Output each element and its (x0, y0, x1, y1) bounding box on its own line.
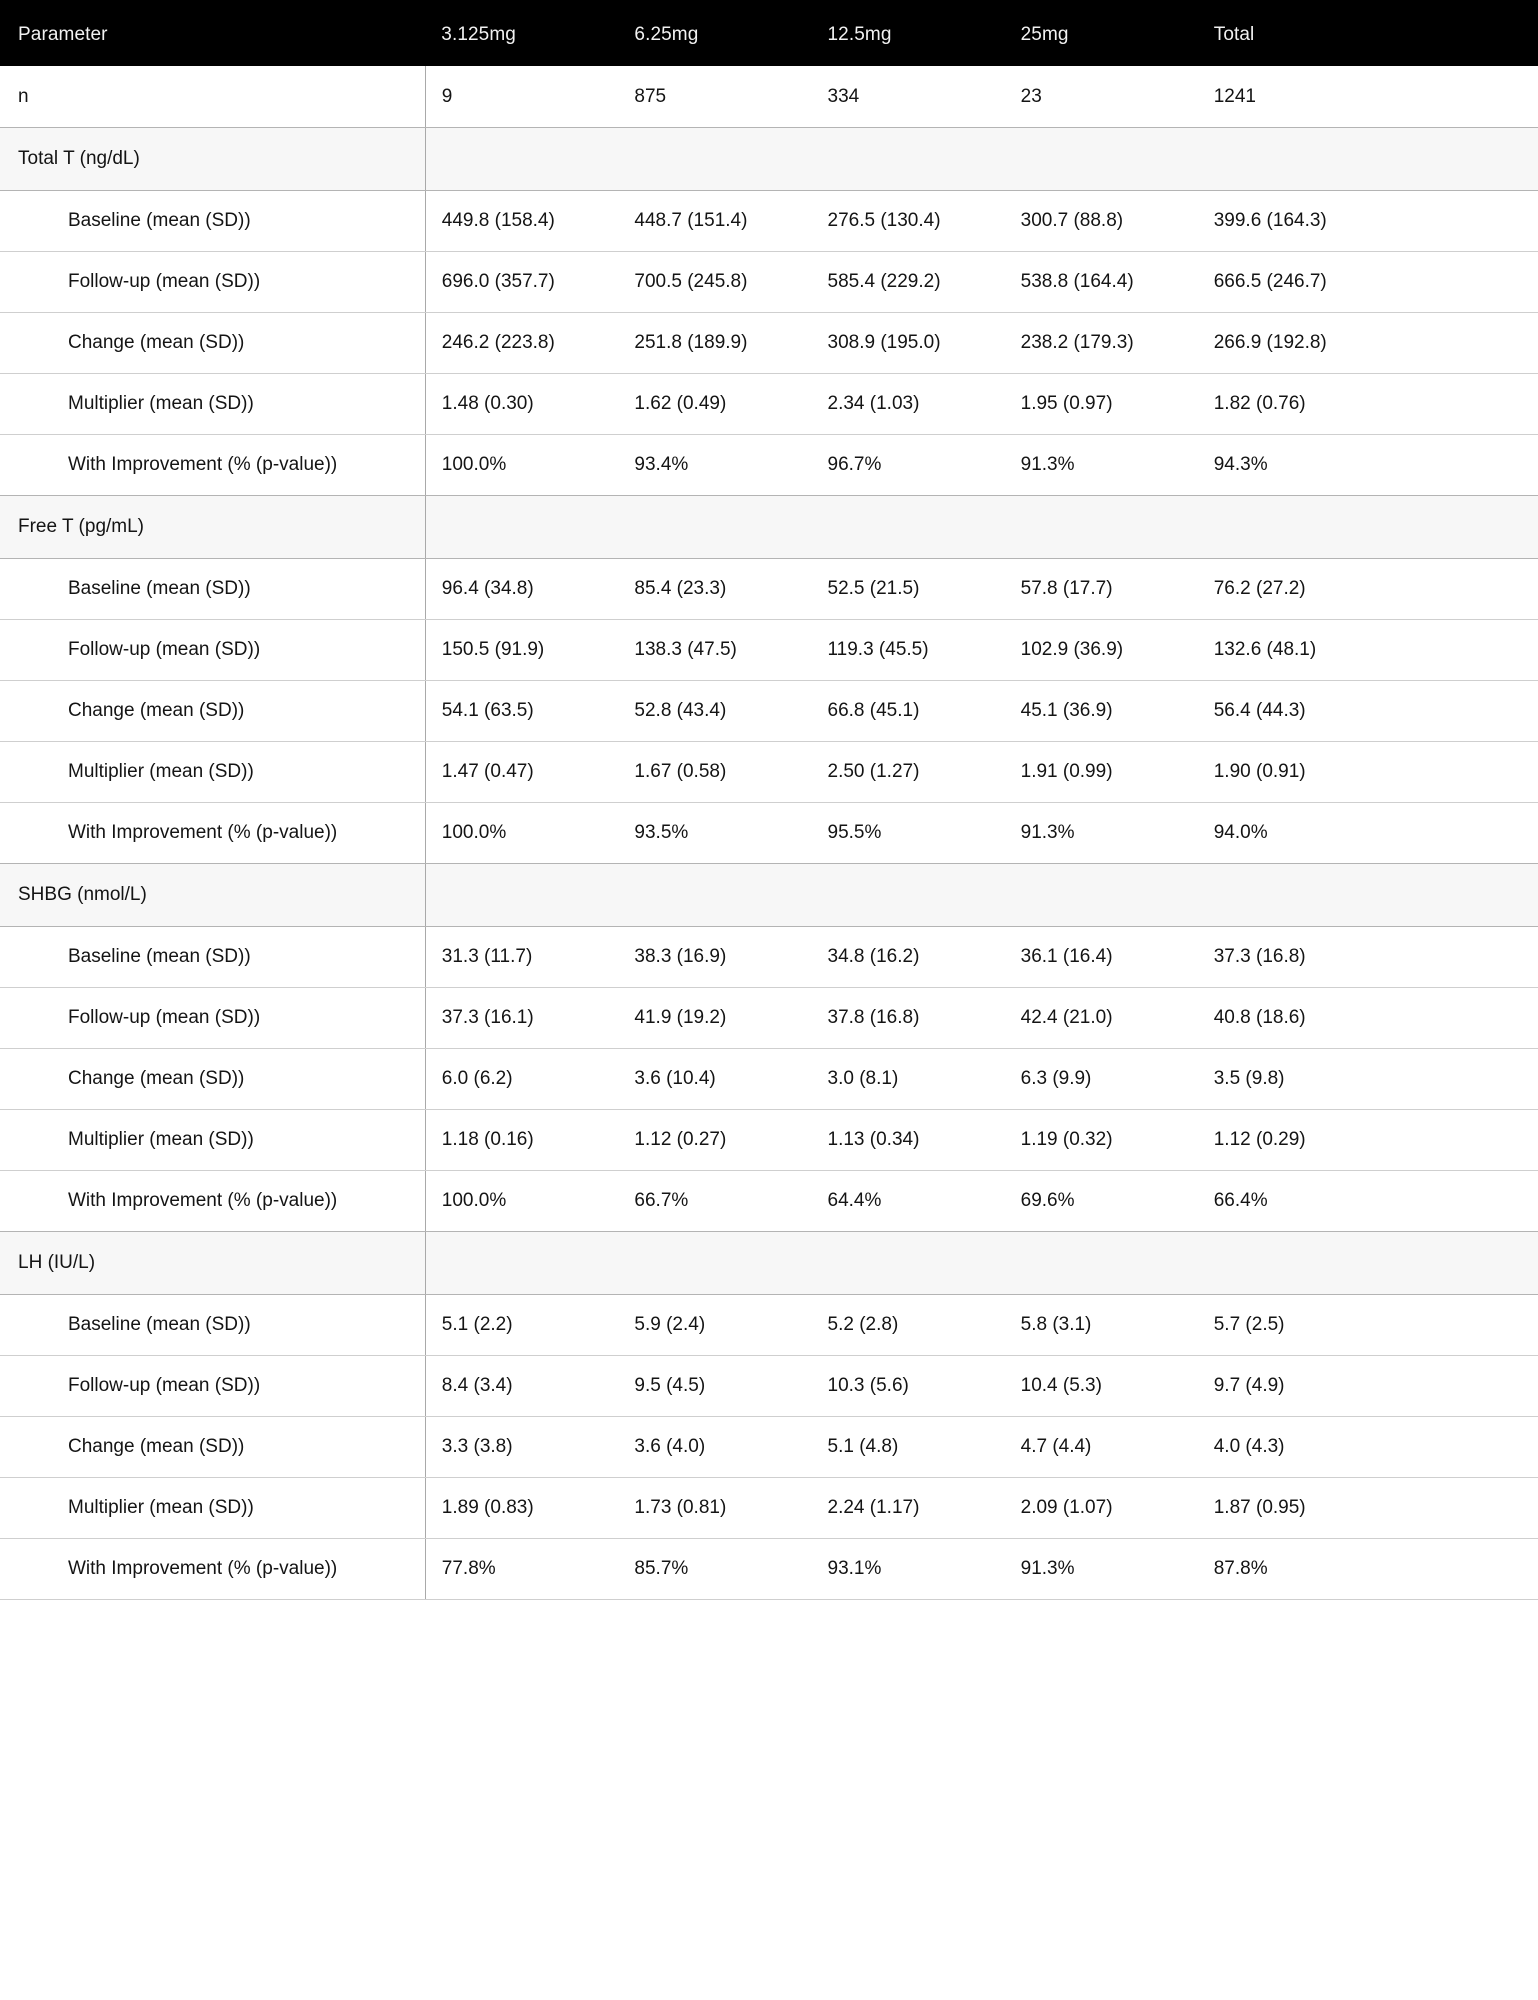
table-row (0, 1295, 1538, 1356)
cell-value: 4.7 (4.4) (1005, 1417, 1198, 1478)
row-label: Multiplier (mean (SD)) (0, 742, 425, 803)
cell-value: 2.09 (1.07) (1005, 1478, 1198, 1539)
cell-value: 38.3 (16.9) (618, 927, 811, 988)
cell-value: 10.3 (5.6) (812, 1356, 1005, 1417)
cell-value: 87.8% (1198, 1539, 1538, 1600)
cell-value: 399.6 (164.3) (1198, 191, 1538, 252)
table-row (0, 1478, 1538, 1539)
cell-value: 36.1 (16.4) (1005, 927, 1198, 988)
row-label: Follow-up (mean (SD)) (0, 1356, 425, 1417)
cell-value: 100.0% (425, 803, 618, 864)
table-header (0, 4, 1538, 66)
cell-value: 3.5 (9.8) (1198, 1049, 1538, 1110)
section-blank-1-0 (425, 496, 618, 559)
cell-value: 1.12 (0.29) (1198, 1110, 1538, 1171)
table-row (0, 1539, 1538, 1600)
table-row (0, 927, 1538, 988)
cell-value: 94.3% (1198, 435, 1538, 496)
results-table (0, 4, 1538, 1600)
table-row (0, 191, 1538, 252)
cell-value: 5.7 (2.5) (1198, 1295, 1538, 1356)
cell-value: 42.4 (21.0) (1005, 988, 1198, 1049)
row-label: Multiplier (mean (SD)) (0, 1478, 425, 1539)
row-label-n: n (0, 66, 425, 128)
section-header-row (0, 496, 1538, 559)
section-title-0: Total T (ng/dL) (0, 128, 425, 191)
table-row (0, 1417, 1538, 1478)
cell-value: 246.2 (223.8) (425, 313, 618, 374)
cell-value: 41.9 (19.2) (618, 988, 811, 1049)
cell-value: 6.3 (9.9) (1005, 1049, 1198, 1110)
cell-value: 66.8 (45.1) (812, 681, 1005, 742)
cell-value: 9.7 (4.9) (1198, 1356, 1538, 1417)
cell-value: 276.5 (130.4) (812, 191, 1005, 252)
section-title-2: SHBG (nmol/L) (0, 864, 425, 927)
cell-value: 6.0 (6.2) (425, 1049, 618, 1110)
cell-value: 150.5 (91.9) (425, 620, 618, 681)
cell-value: 308.9 (195.0) (812, 313, 1005, 374)
row-label: Change (mean (SD)) (0, 313, 425, 374)
cell-value: 10.4 (5.3) (1005, 1356, 1198, 1417)
section-blank-3-3 (1005, 1232, 1198, 1295)
cell-value: 1.89 (0.83) (425, 1478, 618, 1539)
cell-value: 5.1 (4.8) (812, 1417, 1005, 1478)
section-blank-1-3 (1005, 496, 1198, 559)
cell-n-2: 334 (812, 66, 1005, 128)
section-blank-0-4 (1198, 128, 1538, 191)
section-blank-2-4 (1198, 864, 1538, 927)
cell-value: 37.8 (16.8) (812, 988, 1005, 1049)
table-row (0, 1110, 1538, 1171)
cell-value: 5.1 (2.2) (425, 1295, 618, 1356)
row-label: Baseline (mean (SD)) (0, 1295, 425, 1356)
cell-value: 5.8 (3.1) (1005, 1295, 1198, 1356)
cell-value: 95.5% (812, 803, 1005, 864)
section-title-3: LH (IU/L) (0, 1232, 425, 1295)
section-blank-3-1 (618, 1232, 811, 1295)
table-row (0, 559, 1538, 620)
row-label: With Improvement (% (p-value)) (0, 1171, 425, 1232)
cell-value: 1.87 (0.95) (1198, 1478, 1538, 1539)
cell-value: 1.91 (0.99) (1005, 742, 1198, 803)
column-header-dose-125: 12.5mg (812, 4, 1005, 66)
section-blank-3-2 (812, 1232, 1005, 1295)
cell-value: 3.3 (3.8) (425, 1417, 618, 1478)
section-header-row (0, 128, 1538, 191)
cell-value: 1.48 (0.30) (425, 374, 618, 435)
section-blank-0-0 (425, 128, 618, 191)
section-blank-2-0 (425, 864, 618, 927)
section-blank-1-2 (812, 496, 1005, 559)
row-label: Multiplier (mean (SD)) (0, 374, 425, 435)
cell-value: 69.6% (1005, 1171, 1198, 1232)
cell-value: 8.4 (3.4) (425, 1356, 618, 1417)
table-row (0, 681, 1538, 742)
section-blank-2-1 (618, 864, 811, 927)
cell-value: 251.8 (189.9) (618, 313, 811, 374)
table-row (0, 803, 1538, 864)
cell-value: 1.13 (0.34) (812, 1110, 1005, 1171)
table-row (0, 1171, 1538, 1232)
cell-value: 57.8 (17.7) (1005, 559, 1198, 620)
cell-value: 1.90 (0.91) (1198, 742, 1538, 803)
cell-value: 666.5 (246.7) (1198, 252, 1538, 313)
cell-value: 102.9 (36.9) (1005, 620, 1198, 681)
cell-n-4: 1241 (1198, 66, 1538, 128)
row-label: Multiplier (mean (SD)) (0, 1110, 425, 1171)
row-label: Follow-up (mean (SD)) (0, 988, 425, 1049)
section-header-row (0, 1232, 1538, 1295)
cell-value: 1.47 (0.47) (425, 742, 618, 803)
section-header-row (0, 864, 1538, 927)
cell-value: 85.7% (618, 1539, 811, 1600)
row-label: Follow-up (mean (SD)) (0, 252, 425, 313)
cell-value: 100.0% (425, 435, 618, 496)
cell-value: 585.4 (229.2) (812, 252, 1005, 313)
cell-value: 5.9 (2.4) (618, 1295, 811, 1356)
cell-value: 91.3% (1005, 1539, 1198, 1600)
cell-value: 3.6 (10.4) (618, 1049, 811, 1110)
cell-value: 52.5 (21.5) (812, 559, 1005, 620)
cell-value: 34.8 (16.2) (812, 927, 1005, 988)
cell-value: 37.3 (16.8) (1198, 927, 1538, 988)
cell-value: 37.3 (16.1) (425, 988, 618, 1049)
cell-value: 300.7 (88.8) (1005, 191, 1198, 252)
cell-value: 96.7% (812, 435, 1005, 496)
cell-value: 91.3% (1005, 803, 1198, 864)
table-row-n (0, 66, 1538, 128)
cell-value: 54.1 (63.5) (425, 681, 618, 742)
table-row (0, 1356, 1538, 1417)
cell-value: 93.5% (618, 803, 811, 864)
cell-value: 91.3% (1005, 435, 1198, 496)
cell-value: 2.24 (1.17) (812, 1478, 1005, 1539)
row-label: Change (mean (SD)) (0, 681, 425, 742)
cell-value: 449.8 (158.4) (425, 191, 618, 252)
column-header-total: Total (1198, 4, 1538, 66)
row-label: With Improvement (% (p-value)) (0, 435, 425, 496)
table-row (0, 742, 1538, 803)
cell-value: 66.4% (1198, 1171, 1538, 1232)
cell-value: 1.73 (0.81) (618, 1478, 811, 1539)
row-label: Baseline (mean (SD)) (0, 927, 425, 988)
table-body (0, 66, 1538, 1600)
row-label: Change (mean (SD)) (0, 1049, 425, 1110)
row-label: Change (mean (SD)) (0, 1417, 425, 1478)
column-header-dose-25: 25mg (1005, 4, 1198, 66)
cell-value: 52.8 (43.4) (618, 681, 811, 742)
section-blank-0-3 (1005, 128, 1198, 191)
column-header-dose-625: 6.25mg (618, 4, 811, 66)
cell-value: 96.4 (34.8) (425, 559, 618, 620)
section-blank-1-1 (618, 496, 811, 559)
row-label: Follow-up (mean (SD)) (0, 620, 425, 681)
cell-value: 700.5 (245.8) (618, 252, 811, 313)
cell-value: 93.4% (618, 435, 811, 496)
cell-n-1: 875 (618, 66, 811, 128)
table-row (0, 313, 1538, 374)
cell-value: 238.2 (179.3) (1005, 313, 1198, 374)
cell-value: 5.2 (2.8) (812, 1295, 1005, 1356)
row-label: With Improvement (% (p-value)) (0, 803, 425, 864)
cell-value: 3.6 (4.0) (618, 1417, 811, 1478)
cell-value: 100.0% (425, 1171, 618, 1232)
cell-value: 66.7% (618, 1171, 811, 1232)
table-row (0, 1049, 1538, 1110)
cell-value: 1.12 (0.27) (618, 1110, 811, 1171)
cell-value: 1.67 (0.58) (618, 742, 811, 803)
section-blank-2-3 (1005, 864, 1198, 927)
cell-value: 119.3 (45.5) (812, 620, 1005, 681)
cell-value: 77.8% (425, 1539, 618, 1600)
cell-value: 132.6 (48.1) (1198, 620, 1538, 681)
cell-value: 4.0 (4.3) (1198, 1417, 1538, 1478)
cell-value: 138.3 (47.5) (618, 620, 811, 681)
section-blank-3-4 (1198, 1232, 1538, 1295)
cell-value: 56.4 (44.3) (1198, 681, 1538, 742)
cell-value: 93.1% (812, 1539, 1005, 1600)
column-header-dose-3125: 3.125mg (425, 4, 618, 66)
section-blank-0-1 (618, 128, 811, 191)
cell-value: 696.0 (357.7) (425, 252, 618, 313)
table-row (0, 988, 1538, 1049)
cell-value: 448.7 (151.4) (618, 191, 811, 252)
cell-value: 31.3 (11.7) (425, 927, 618, 988)
cell-value: 94.0% (1198, 803, 1538, 864)
table-row (0, 435, 1538, 496)
row-label: Baseline (mean (SD)) (0, 191, 425, 252)
section-title-1: Free T (pg/mL) (0, 496, 425, 559)
cell-n-0: 9 (425, 66, 618, 128)
cell-value: 538.8 (164.4) (1005, 252, 1198, 313)
table-row (0, 374, 1538, 435)
cell-value: 2.50 (1.27) (812, 742, 1005, 803)
cell-value: 45.1 (36.9) (1005, 681, 1198, 742)
column-header-parameter: Parameter (0, 4, 425, 66)
cell-value: 85.4 (23.3) (618, 559, 811, 620)
section-blank-2-2 (812, 864, 1005, 927)
cell-value: 1.18 (0.16) (425, 1110, 618, 1171)
cell-value: 40.8 (18.6) (1198, 988, 1538, 1049)
cell-value: 1.19 (0.32) (1005, 1110, 1198, 1171)
cell-value: 3.0 (8.1) (812, 1049, 1005, 1110)
cell-value: 9.5 (4.5) (618, 1356, 811, 1417)
section-blank-0-2 (812, 128, 1005, 191)
cell-value: 2.34 (1.03) (812, 374, 1005, 435)
cell-value: 1.95 (0.97) (1005, 374, 1198, 435)
cell-value: 1.82 (0.76) (1198, 374, 1538, 435)
cell-value: 76.2 (27.2) (1198, 559, 1538, 620)
header-row (0, 4, 1538, 66)
cell-value: 64.4% (812, 1171, 1005, 1232)
section-blank-3-0 (425, 1232, 618, 1295)
cell-n-3: 23 (1005, 66, 1198, 128)
cell-value: 266.9 (192.8) (1198, 313, 1538, 374)
row-label: Baseline (mean (SD)) (0, 559, 425, 620)
section-blank-1-4 (1198, 496, 1538, 559)
row-label: With Improvement (% (p-value)) (0, 1539, 425, 1600)
cell-value: 1.62 (0.49) (618, 374, 811, 435)
table-row (0, 252, 1538, 313)
table-row (0, 620, 1538, 681)
